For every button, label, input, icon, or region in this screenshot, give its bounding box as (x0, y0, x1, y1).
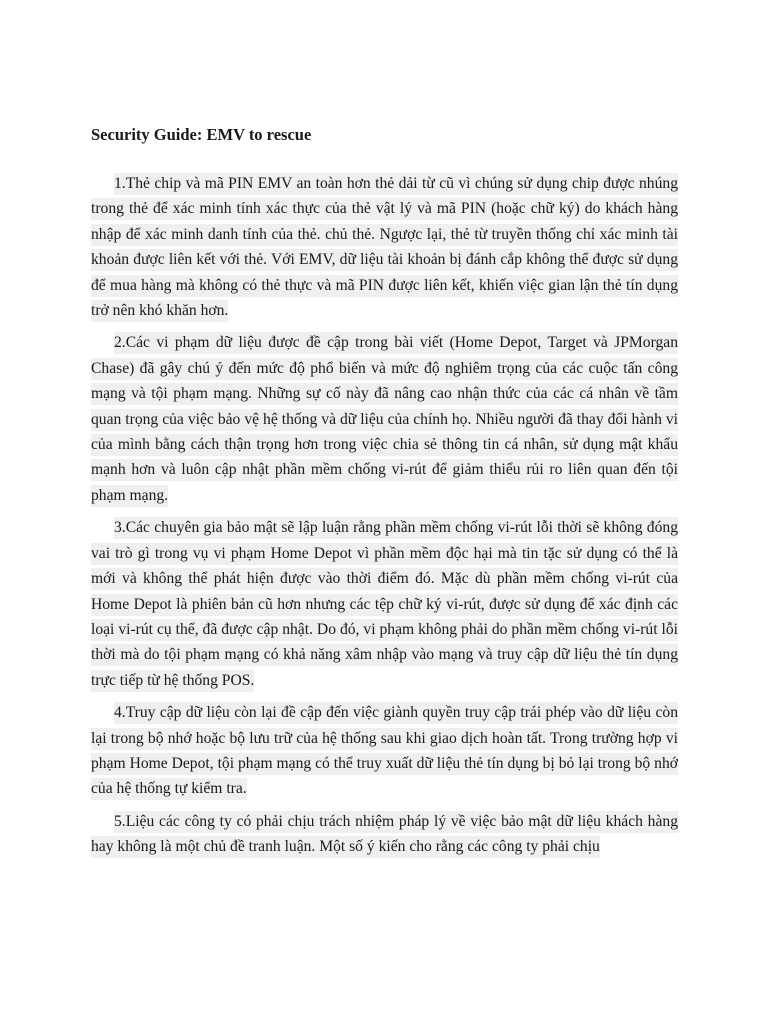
paragraph-2 (91, 330, 678, 508)
paragraph-3 (91, 515, 678, 693)
paragraph-5-text: 5.Liệu các công ty có phải chịu trách nhiệm pháp lý về việc bảo mật dữ liệu khách hàng hay không là một chủ đề tranh luận. Một số ý kiến cho rằng các công ty phải chịu (91, 811, 678, 858)
document-body (91, 171, 678, 867)
paragraph-3-text: 3.Các chuyên gia bảo mật sẽ lập luận rằng phần mềm chống vi-rút lỗi thời sẽ không đóng vai trò gì trong vụ vi phạm Home Depot vì phần mềm độc hại mà tin tặc sử dụng có thể là mới và không thể phát hiện được vào thời điểm đó. Mặc dù phần mềm chống vi-rút của Home Depot là phiên bản cũ hơn nhưng các tệp chữ ký vi-rút, được sử dụng để xác định các loại vi-rút cụ thể, đã được cập nhật. Do đó, vi phạm không phải do phần mềm chống vi-rút lỗi thời mà do tội phạm mạng có khả năng xâm nhập vào mạng và truy cập dữ liệu thẻ tín dụng trực tiếp từ hệ thống POS. (91, 517, 678, 691)
document-title: Security Guide: EMV to rescue (91, 125, 312, 144)
paragraph-1 (91, 171, 678, 323)
paragraph-5 (91, 809, 678, 860)
paragraph-4-text: 4.Truy cập dữ liệu còn lại đề cập đến việc giành quyền truy cập trái phép vào dữ liệu còn lại trong bộ nhớ hoặc bộ lưu trữ của hệ thống sau khi giao dịch hoàn tất. Trong trường hợp vi phạm Home Depot, tội phạm mạng có thể truy xuất dữ liệu thẻ tín dụng bị bỏ lại trong bộ nhớ của hệ thống tự kiểm tra. (91, 702, 678, 800)
paragraph-4 (91, 700, 678, 802)
paragraph-1-text: 1.Thẻ chip và mã PIN EMV an toàn hơn thẻ dải từ cũ vì chúng sử dụng chip được nhúng trong thẻ để xác minh tính xác thực của thẻ vật lý và mã PIN (hoặc chữ ký) do khách hàng nhập để xác minh danh tính của thẻ. chủ thẻ. Ngược lại, thẻ từ truyền thống chỉ xác minh tài khoản được liên kết với thẻ. Với EMV, dữ liệu tài khoản bị đánh cắp không thể được sử dụng để mua hàng mà không có thẻ thực và mã PIN được liên kết, khiến việc gian lận thẻ tín dụng trở nên khó khăn hơn. (91, 173, 678, 322)
paragraph-2-text: 2.Các vi phạm dữ liệu được đề cập trong bài viết (Home Depot, Target và JPMorgan Chase) đã gây chú ý đến mức độ phổ biến và mức độ nghiêm trọng của các cuộc tấn công mạng và tội phạm mạng. Những sự cố này đã nâng cao nhận thức của các cá nhân về tầm quan trọng của việc bảo vệ hệ thống và dữ liệu của chính họ. Nhiều người đã thay đổi hành vi của mình bằng cách thận trọng hơn trong việc chia sẻ thông tin cá nhân, sử dụng mật khẩu mạnh hơn và luôn cập nhật phần mềm chống vi-rút để giảm thiểu rủi ro liên quan đến tội phạm mạng. (91, 332, 678, 506)
